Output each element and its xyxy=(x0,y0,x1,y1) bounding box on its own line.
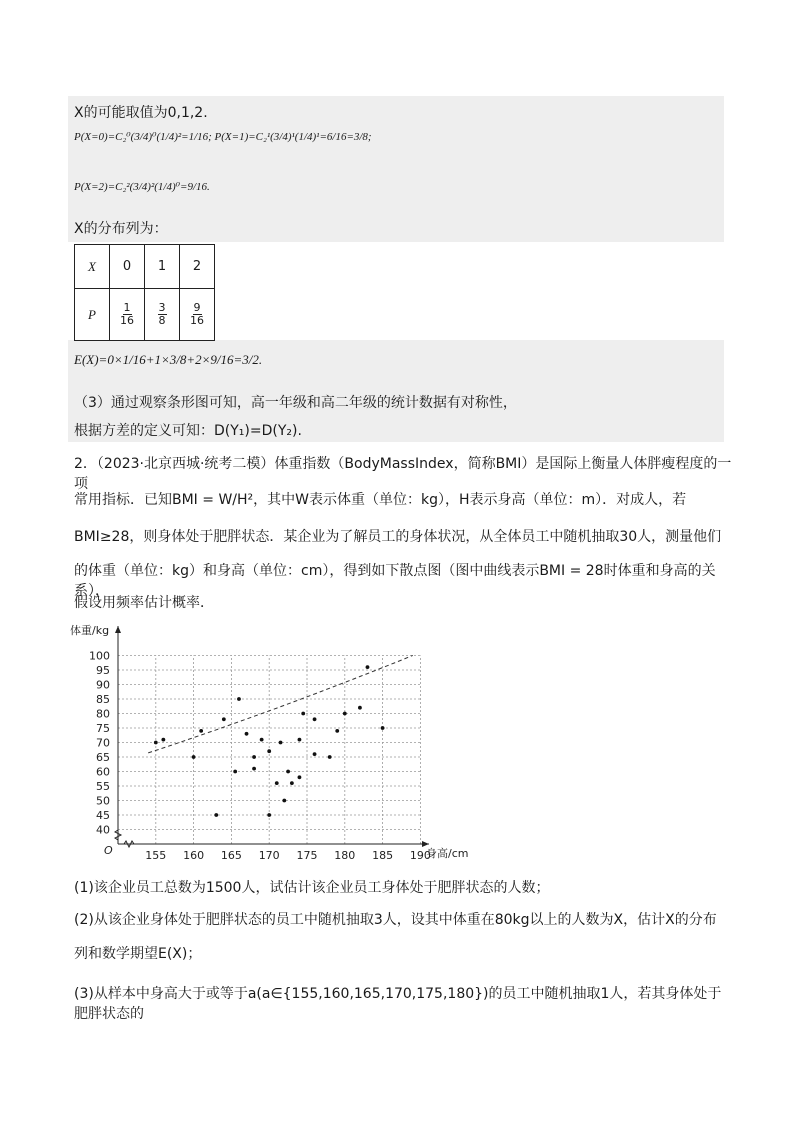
question-2a: (2)从该企业身体处于肥胖状态的员工中随机抽取3人，设其中体重在80kg以上的人数为X，估计X的分布 xyxy=(74,912,717,928)
question-1: (1)该企业员工总数为1500人，试估计该企业员工身体处于肥胖状态的人数； xyxy=(74,880,550,896)
data-point xyxy=(366,665,370,669)
table-row xyxy=(75,245,215,289)
x-tick-label: 160 xyxy=(183,849,205,862)
x-tick-label: 175 xyxy=(296,849,318,862)
table-cell: 2 xyxy=(180,245,215,289)
chart-axes xyxy=(115,626,429,847)
problem-line-3: BMI≥28，则身体处于肥胖状态．某企业为了解员工的身体状况，从全体员工中随机抽取30人，测量他们 xyxy=(74,529,722,545)
data-point xyxy=(161,738,165,742)
x-tick-label: 165 xyxy=(220,849,242,862)
y-tick-label: 55 xyxy=(96,780,110,793)
y-tick-label: 90 xyxy=(96,678,110,692)
data-point xyxy=(233,770,237,774)
p1-formula: P(X=1)=C₂¹(3/4)¹(1/4)¹=6/16=3/8; xyxy=(214,131,372,143)
table-cell: P xyxy=(75,289,110,341)
x-tick-label: 170 xyxy=(258,849,280,862)
y-tick-label: 60 xyxy=(96,765,110,779)
data-point xyxy=(282,799,286,803)
data-point xyxy=(313,752,317,756)
data-point xyxy=(267,813,271,817)
problem-line-1: 2．（2023·北京西城·统考二模）体重指数（BodyMassIndex，简称BMI）是国际上衡量人体胖瘦程度的一项 xyxy=(74,456,732,492)
data-point xyxy=(237,697,241,701)
y-tick-label: 80 xyxy=(96,707,110,721)
data-point xyxy=(301,712,305,716)
data-point xyxy=(313,717,317,721)
data-point xyxy=(286,770,290,774)
table-cell: X xyxy=(75,245,110,289)
p0-formula: P(X=0)=C₂⁰(3/4)⁰(1/4)²=1/16; xyxy=(74,131,212,143)
data-point xyxy=(290,781,294,785)
scatter-chart xyxy=(64,620,484,870)
problem-line-5: 假设用频率估计概率． xyxy=(74,595,214,611)
data-point xyxy=(222,717,226,721)
data-point xyxy=(267,749,271,753)
y-axis-arrow xyxy=(115,626,121,633)
question-2b: 列和数学期望E(X)； xyxy=(74,946,202,962)
expectation-formula: E(X)=0×1/16+1×3/8+2×9/16=3/2. xyxy=(74,352,263,367)
data-point xyxy=(275,781,279,785)
solution-p2: P(X=2)=C₂²(3/4)²(1/4)⁰=9/16. xyxy=(74,181,210,193)
y-tick-label: 95 xyxy=(96,664,110,677)
y-tick-label: 40 xyxy=(96,823,110,837)
table-cell: $\frac{1}{16}$ xyxy=(110,289,145,341)
table-cell: $\frac{3}{8}$ xyxy=(145,289,180,341)
data-point xyxy=(335,729,339,733)
data-point xyxy=(199,729,203,733)
y-tick-label: 70 xyxy=(96,736,110,750)
y-tick-label: 50 xyxy=(96,794,110,808)
x-tick-label: 190 xyxy=(409,849,431,862)
part3-text: （3）通过观察条形图可知，高一年级和高二年级的统计数据有对称性， xyxy=(74,395,517,411)
distribution-table xyxy=(74,244,215,341)
variance-text: 根据方差的定义可知：D(Y₁)=D(Y₂). xyxy=(74,423,302,439)
data-point xyxy=(298,775,302,779)
data-point xyxy=(328,755,332,759)
y-tick-label: 100 xyxy=(89,649,110,663)
question-3: (3)从样本中身高大于或等于a(a∈{155,160,165,170,175,180})的员工中随机抽取1人，若其身体处于肥胖状态的 xyxy=(74,986,722,1022)
problem-line-2: 常用指标．已知BMI = W/H²，其中W表示体重（单位：kg），H表示身高（单位：m）．对成人，若 xyxy=(74,492,687,508)
data-point xyxy=(279,741,283,745)
data-point xyxy=(154,741,158,745)
table-cell: 0 xyxy=(110,245,145,289)
data-point xyxy=(252,755,256,759)
data-point xyxy=(252,767,256,771)
data-point xyxy=(214,813,218,817)
data-point xyxy=(358,706,362,710)
y-tick-label: 45 xyxy=(96,809,110,822)
data-point xyxy=(245,732,249,736)
data-point xyxy=(381,726,385,730)
y-axis-label: 体重/kg xyxy=(70,624,110,637)
y-tick-label: 85 xyxy=(96,693,110,706)
table-row xyxy=(75,289,215,341)
y-tick-label: 65 xyxy=(96,751,110,764)
distribution-intro: X的分布列为： xyxy=(74,221,168,237)
data-point xyxy=(192,755,196,759)
origin-label: O xyxy=(104,844,113,857)
x-tick-label: 185 xyxy=(372,849,394,862)
problem-line-4: 的体重（单位：kg）和身高（单位：cm），得到如下散点图（图中曲线表示BMI = 28时体重和身高的关系）， xyxy=(74,563,716,599)
data-point xyxy=(343,712,347,716)
x-tick-label: 155 xyxy=(145,849,167,862)
x-axis-label: 身高/cm xyxy=(426,847,469,860)
chart-ticks xyxy=(89,650,431,863)
y-tick-label: 75 xyxy=(96,722,110,735)
table-cell: $\frac{9}{16}$ xyxy=(180,289,215,341)
x-tick-label: 180 xyxy=(334,849,356,862)
solution-p0-p1 xyxy=(74,130,372,143)
table-cell: 1 xyxy=(145,245,180,289)
data-point xyxy=(298,738,302,742)
solution-line-values: X的可能取值为0,1,2. xyxy=(74,105,208,121)
data-point xyxy=(260,738,264,742)
